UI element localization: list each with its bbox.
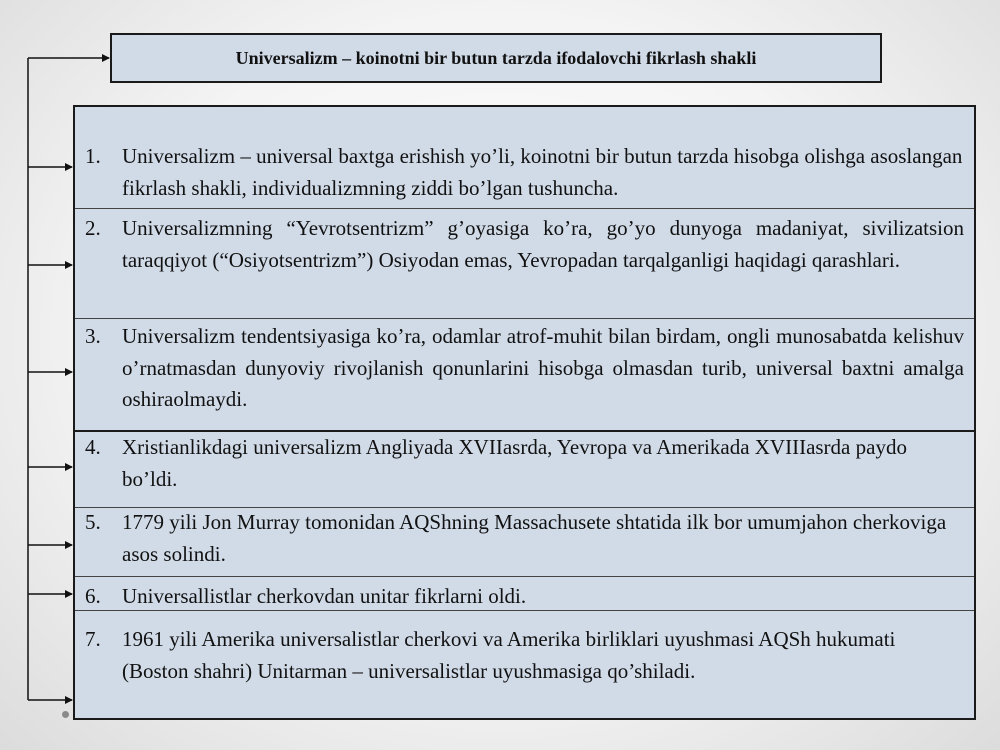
item-number: 1. — [85, 144, 101, 168]
item-text: 1779 yili Jon Murray tomonidan AQShning Massachusete shtatida ilk bor umumjahon cherkoviga asos solindi. — [122, 510, 947, 566]
item-number: 4. — [85, 435, 101, 459]
item-text: Universalizm tendentsiyasiga ko’ra, odamlar atrof-muhit bilan birdam, ongli munosabatda kelishuv o’rnatmasdan dunyoviy rivojlanish qonunlarini hisobga olmasdan turib, universal baxtni amalga oshiraolmaydi. — [122, 324, 964, 411]
item-number: 3. — [85, 324, 101, 348]
item-number: 2. — [85, 216, 101, 240]
item-number: 6. — [85, 584, 101, 608]
bullet-dot — [62, 711, 69, 718]
item-text: Universalizmning “Yevrotsentrizm” g’oyasiga ko’ra, go’yo dunyoga madaniyat, sivilizatsion taraqqiyot (“Osiyotsentrizm”) Osiyodan emas, Yevropadan tarqalganligi haqidagi qarashlari. — [122, 216, 964, 272]
item-number: 5. — [85, 510, 101, 534]
item-text: Universallistlar cherkovdan unitar fikrlarni oldi. — [122, 584, 527, 608]
item-number: 7. — [85, 627, 101, 651]
item-text: 1961 yili Amerika universalistlar cherkovi va Amerika birliklari uyushmasi AQSh hukumati (Boston shahri) Unitarman – universalistlar uyushmasiga qo’shiladi. — [122, 627, 896, 683]
separator — [75, 318, 974, 319]
title-box — [110, 33, 882, 83]
item-text: Xristianlikdagi universalizm Angliyada XVIIasrda, Yevropa va Amerikada XVIIIasrda paydo bo’ldi. — [122, 435, 907, 491]
slide-title: Universalizm – koinotni bir butun tarzda ifodalovchi fikrlash shakli — [235, 47, 757, 68]
content-box — [73, 105, 976, 720]
separator — [75, 208, 974, 209]
separator — [75, 610, 974, 611]
item-text: Universalizm – universal baxtga erishish yo’li, koinotni bir butun tarzda hisobga olishga asoslangan fikrlash shakli, individualizmning ziddi bo’lgan tushuncha. — [122, 144, 963, 200]
separator — [75, 576, 974, 577]
